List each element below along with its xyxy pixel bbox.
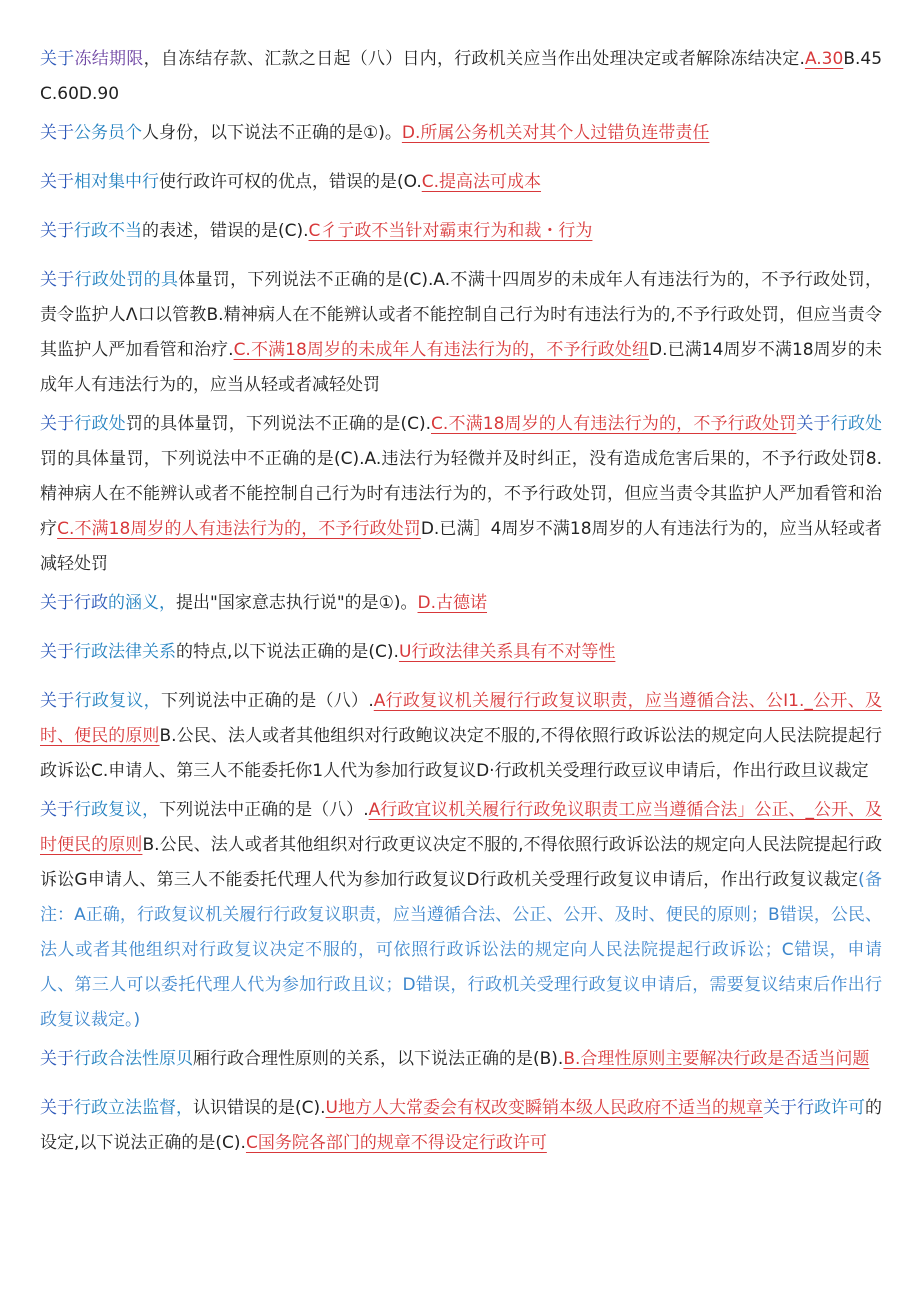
question-prefix: 关于 [40,593,74,613]
question-admin-legal-relation [40,635,882,670]
question-prefix: 关于 [40,123,74,143]
question-prefix: 关于 [40,49,75,69]
question-prefix: 关于 [40,691,75,711]
question-legislation-supervision [40,1091,882,1161]
question-penalty-amount-2 [40,407,882,582]
question-text: 使行政许可权的优点，错误的是(O. [159,172,422,192]
question-prefix: 关于 [40,800,75,820]
question-prefix: 关于行 [763,1098,814,1118]
answer: A行政复议机关履行行政复议职责，应当遵循合法、公I1._公开、及时、便民的原则 [40,691,882,746]
answer: C.不满18周岁的人有违法行为的，不予行政处罚 [57,519,421,539]
question-topic: 行政合法性原贝 [74,1049,193,1069]
question-topic-suffix: 的涵义， [108,593,176,613]
answer: C.不满18周岁的人有违法行为的，不予行政处罚 [431,414,797,434]
question-text: 体量罚，下列说法不正确的是(C).A.不满十四周岁的未成年人有违法行为的，不予行政处罚，责令监护人Λ口以管教B.精神病人在不能辨认或者不能控制自己行为时有违法行为的,不予行政处罚，但应当责令其监护人严加看管和治疗. [40,270,883,360]
options-text: B.45C.60D.90 [40,49,883,104]
question-topic: 行政 [74,593,108,613]
question-text: 厢行政合理性原则的关系，以下说法正确的是(B). [193,1049,564,1069]
question-text: 罚的具体量罚，下列说法不正确的是(C). [125,414,431,434]
question-text: 认识错误的是(C). [193,1098,326,1118]
question-text: 提出"国家意志执行说"的是①)。 [176,593,418,613]
remark-note: (备注：A正确，行政复议机关履行行政复议职责，应当遵循合法、公正、公开、及时、便民的原则；B错误，公民、法人或者其他组织对行政复议决定不服的，可依照行政诉讼法的规定向人民法院提起行政诉讼；C错误，申请人、第三人可以委托代理人代为参加行政且议；D错误，行政机关受理行政复议申请后，需要复议结束后作出行政复议裁定。) [40,870,882,1030]
question-topic: 行政处 [830,414,883,434]
question-admin-meaning [40,586,882,621]
answer: C.不满18周岁的未成年人有违法行为的，不予行政处纽 [233,340,649,360]
question-topic: 冻结期限 [74,49,144,69]
document-page [40,42,882,1165]
question-text: 罚的具体量罚，下列说法中不正确的是(C).A.违法行为轻微并及时纠正，没有造成危害后果的，不予行政处罚8.精神病人在不能辨认或者不能控制自己行为时有违法行为的，不予行政处罚，但应当责令其监护人严加看管和治疗 [40,449,882,539]
question-topic: 行政法律关系 [74,642,176,662]
question-prefix: 关于 [796,414,831,434]
question-text: 的设定,以下说法正确的是(C). [40,1098,882,1153]
question-text: ，自冻结存款、汇款之日起（八）日内，行政机关应当作出处理决定或者解除冻结决定. [143,49,805,69]
question-topic: 行政不当 [74,221,142,241]
question-topic: 行政立法监督， [74,1098,193,1118]
answer: A行政宜议机关履行行政免议职责工应当遵循合法」公正、_公开、及时便民的原则 [40,800,882,855]
question-centralized-licensing [40,165,882,200]
answer: U行政法律关系具有不对等性 [398,642,616,662]
answer: C.提高法可成本 [421,172,542,192]
question-topic: 相对集中行 [74,172,159,192]
question-text: 的表述，错误的是(C). [142,221,309,241]
question-civil-servant [40,116,882,151]
question-topic: 行政处罚的具 [74,270,179,290]
question-improper-admin [40,214,882,249]
question-topic: 行政复议， [74,800,160,820]
answer: A.30 [804,49,844,69]
answer: D.古德诺 [417,593,488,613]
question-prefix: 关于 [40,172,74,192]
options-text: D.已满］4周岁不满18周岁的人有违法行为的，应当从轻或者减轻处罚 [40,519,882,574]
question-legality-principle [40,1042,882,1077]
question-prefix: 关于 [40,221,74,241]
question-prefix: 关于 [40,1098,74,1118]
question-prefix: 关于 [40,414,75,434]
question-text: 下列说法中正确的是（八）. [160,691,374,711]
options-text: B.公民、法人或者其他组织对行政更议决定不服的,不得依照行政诉讼法的规定向人民法院提起行政诉讼G申请人、第三人不能委托代理人代为参加行政复议D行政机关受理行政复议申请后，作出行政复议裁定 [40,835,883,890]
answer: C国务院各部门的规章不得设定行政许可 [245,1133,547,1153]
question-topic: 行政复议， [74,691,161,711]
answer: B.合理性原则主要解决行政是否适当问题 [563,1049,870,1069]
question-penalty-amount-1 [40,263,882,403]
answer: U地方人大常委会有权改变瞬销本级人民政府不适当的规章 [325,1098,763,1118]
options-text: D.已满14周岁不满18周岁的未成年人有违法行为的，应当从轻或者减轻处罚 [40,340,882,395]
answer: C彳亍政不当针对霸束行为和裁・行为 [308,221,593,241]
question-prefix: 关于 [40,1049,74,1069]
question-admin-review-1 [40,684,882,789]
question-text: 人身份，以下说法不正确的是①)。 [142,123,402,143]
options-text: B.公民、法人或者其他组织对行政鲍议决定不服的,不得依照行政诉讼法的规定向人民法院提起行政诉讼C.申请人、第三人不能委托你1人代为参加行政复议D·行政机关受理行政豆议申请后，作出行政旦议裁定 [40,726,883,781]
question-prefix: 关于 [40,270,75,290]
answer: D.所属公务机关对其个人过错负连带责任 [401,123,710,143]
question-admin-review-2 [40,793,882,1038]
question-text: 的特点,以下说法正确的是(C). [176,642,399,662]
question-topic: 行政处 [74,414,126,434]
question-topic: 政许可 [814,1098,865,1118]
question-freeze-period [40,42,882,112]
question-text: 下列说法中正确的是（八）. [159,800,369,820]
question-prefix: 关于 [40,642,74,662]
question-topic: 公务员个 [74,123,142,143]
